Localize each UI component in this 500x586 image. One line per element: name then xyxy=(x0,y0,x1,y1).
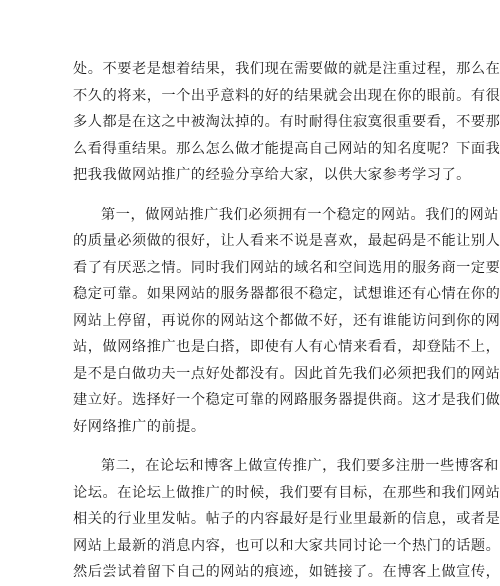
text-line: 多人都是在这之中被淘汰掉的。有时耐得住寂寞很重要看，不要那 xyxy=(73,114,500,130)
text-line: 么看得重结果。那么怎么做才能提高自己网站的知名度呢？下面我 xyxy=(73,140,500,157)
text-line: 论坛。在论坛上做推广的时候，我们要有目标，在那些和我们网站 xyxy=(73,484,500,501)
text-line: 然后尝试着留下自己的网站的痕迹，如链接了。在博客上做宣传， xyxy=(73,564,500,580)
paragraph-1 xyxy=(73,56,500,189)
paragraph-3 xyxy=(73,453,500,586)
text-line: 的质量必须做的很好，让人看来不说是喜欢，最起码是不能让别人 xyxy=(73,233,500,249)
text-line: 稳定可靠。如果网站的服务器都很不稳定，试想谁还有心情在你的 xyxy=(73,286,500,302)
document-body xyxy=(73,56,500,586)
text-line: 看了有厌恶之情。同时我们网站的域名和空间选用的服务商一定要 xyxy=(73,259,500,276)
paragraph-spacer xyxy=(73,440,433,453)
text-line: 把我我做网站推广的经验分享给大家，以供大家参考学习了。 xyxy=(73,167,471,183)
text-line: 网站上最新的消息内容，也可以和大家共同讨论一个热门的话题。 xyxy=(73,537,500,554)
paragraph-2 xyxy=(73,202,500,441)
text-line: 站，做网络推广也是白搭，即使有人有心情来看看，却登陆不上， xyxy=(73,339,500,355)
text-line: 处。不要老是想着结果，我们现在需要做的就是注重过程，那么在 xyxy=(73,61,500,77)
text-line: 好网络推广的前提。 xyxy=(73,418,206,435)
text-line: 是不是白做功夫一点好处都没有。因此首先我们必须把我们的网站 xyxy=(73,365,500,382)
text-line: 相关的行业里发帖。帖子的内容最好是行业里最新的信息，或者是 xyxy=(73,511,500,527)
text-line: 不久的将来，一个出乎意料的好的结果就会出现在你的眼前。有很 xyxy=(73,87,500,104)
text-line: 第二，在论坛和博客上做宣传推广，我们要多注册一些博客和 xyxy=(101,458,499,474)
text-line: 第一，做网站推广我们必须拥有一个稳定的网站。我们的网站 xyxy=(101,206,499,223)
paragraph-spacer xyxy=(73,189,433,202)
text-line: 网站上停留，再说你的网站这个都做不好，还有谁能访问到你的网 xyxy=(73,312,500,329)
text-line: 建立好。选择好一个稳定可靠的网路服务器提供商。这才是我们做 xyxy=(73,392,500,408)
